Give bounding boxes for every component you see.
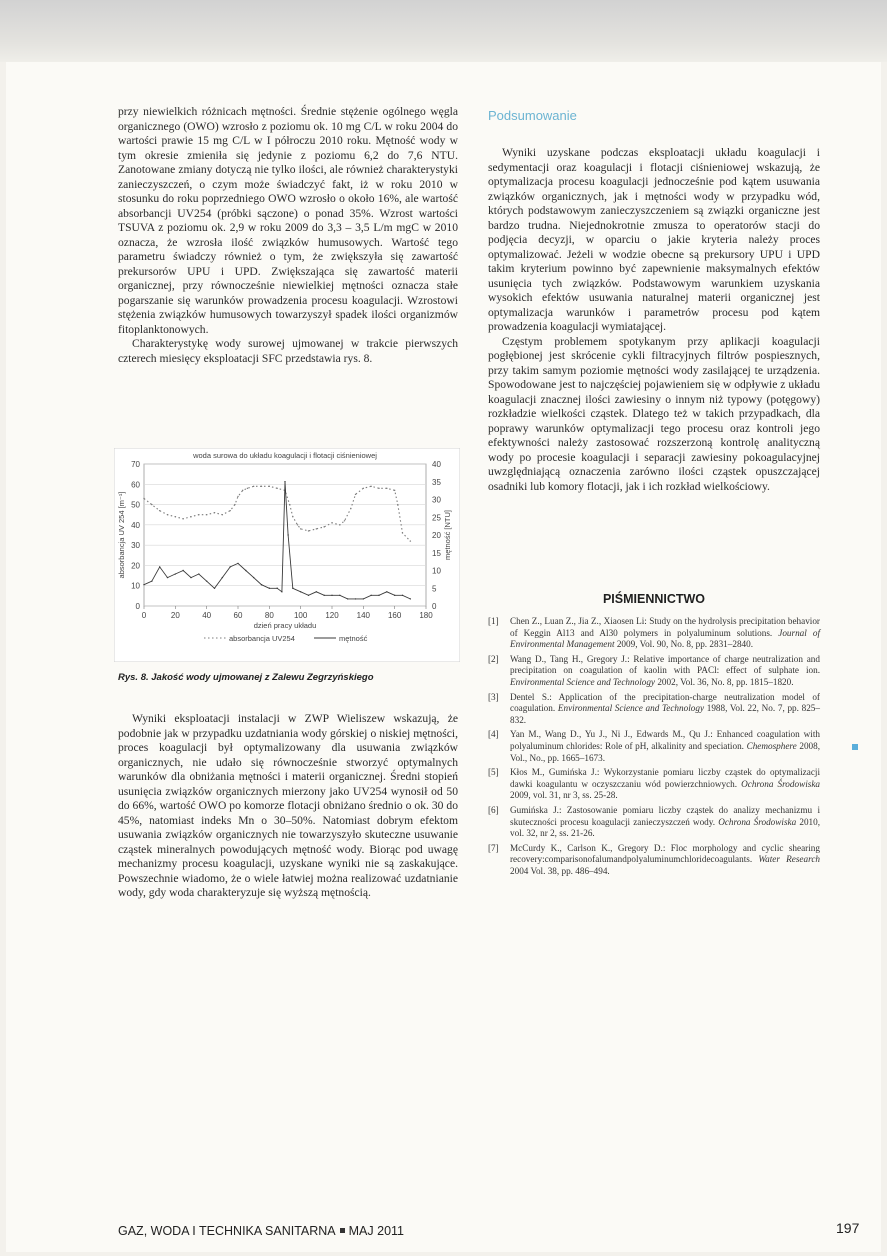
reference-authors-title: Wang D., Tang H., Gregory J.: Relative importance of charge neutralization and precipitation on coagulation of kaolin with PACl: effect of sulphate ion. bbox=[510, 653, 820, 676]
y-right-tick-label: 10 bbox=[432, 566, 441, 576]
data-point bbox=[234, 504, 235, 505]
data-point bbox=[284, 481, 285, 482]
data-point bbox=[300, 528, 301, 529]
y-right-axis-label: mętność [NTU] bbox=[443, 509, 452, 561]
left-paragraph-3: Wyniki eksploatacji instalacji w ZWP Wieliszew wskazują, że podobnie jak w przypadku uzdatniania wody górskiej o niskiej mętności, proces koagulacji był optymalizowany dla usuwania związków organicznych, nie udało się równocześnie stworzyć optymalnych warunków dla obniżania mętności i materii organicznej. Średni stopień usunięcia związków organicznych mierzony jako UV254 wynosił od 50 do 66%, wartość OWO po komorze flotacji obniżano średnio o ok. 30 do 45%, natomiast indeks Mn o 30–50%. Natomiast dobrym efektom usuwania związków organicznych nie towarzyszyło skuteczne usuwanie cząstek mineralnych powodujących mętność wody. Biorąc pod uwagę mechanizmy procesu koagulacji, uzyskane wyniki nie są zaskakujące. Powszechnie wiadomo, że o wiele łatwiej można realizować uzdatnianie wody, gdy woda charakteryzuje się wyższą mętnością. bbox=[118, 712, 458, 899]
bullet-icon bbox=[340, 1228, 345, 1233]
data-point bbox=[182, 570, 183, 571]
reference-source: Chemosphere bbox=[746, 740, 797, 751]
x-tick-label: 40 bbox=[202, 611, 212, 620]
reference-authors-title: Gumińska J.: Zastosowanie pomiaru liczby cząstek do analizy mechanizmu i skuteczności procesu koagulacji zanieczyszczeń wody. bbox=[510, 804, 820, 827]
data-point bbox=[300, 591, 301, 592]
data-point bbox=[410, 598, 411, 599]
x-tick-label: 140 bbox=[356, 611, 371, 620]
data-point bbox=[394, 595, 395, 596]
y-right-tick-label: 25 bbox=[432, 513, 441, 523]
data-point bbox=[292, 588, 293, 589]
data-point bbox=[206, 580, 207, 581]
y-left-tick-label: 30 bbox=[131, 541, 140, 551]
data-point bbox=[261, 486, 262, 487]
y-left-tick-label: 20 bbox=[131, 561, 140, 571]
data-point bbox=[242, 490, 243, 491]
data-point bbox=[378, 488, 379, 489]
reference-details: 2009, vol. 31, nr 3, ss. 25-28. bbox=[510, 790, 618, 801]
data-point bbox=[355, 598, 356, 599]
footer-journal bbox=[118, 1224, 404, 1238]
data-point bbox=[222, 577, 223, 578]
y-left-tick-label: 50 bbox=[131, 500, 140, 510]
data-point bbox=[308, 595, 309, 596]
data-point bbox=[287, 534, 288, 535]
data-point bbox=[347, 598, 348, 599]
right-paragraph-2: Częstym problemem spotykanym przy aplikacji koagulacji pogłębionej jest skrócenie cykli filtracyjnych filtrów pospiesznych, przy takim samym poziomie mętności wody zasilającej te urządzenia. Spowodowane jest to najczęściej pojawieniem się w odpływie z układu koagulacji znacznej ilości zawiesiny o innym niż typowy (potęgowy) rozkładzie wielkości cząstek. Dlatego też w takich przypadkach, dla poprawy warunków optymalizacji tego procesu oraz kontroli jego efektywności należy zastosować rozszerzoną kontrolę analityczną wody po procesie koagulacji i separacji zawiesiny pokoagulacyjnej uwzględniającą oznaczenia zarówno ilości cząstek opuszczającej osadniki lub komory flotacji, jak i ich rozkład wielkościowy. bbox=[488, 334, 820, 493]
reference-number: [4] bbox=[488, 729, 499, 740]
references-list bbox=[488, 616, 820, 880]
data-point bbox=[331, 522, 332, 523]
data-point bbox=[143, 584, 144, 585]
reference-number: [1] bbox=[488, 616, 499, 626]
data-point bbox=[370, 486, 371, 487]
data-point bbox=[167, 577, 168, 578]
data-point bbox=[363, 488, 364, 489]
reference-text bbox=[510, 692, 820, 727]
data-point bbox=[247, 488, 248, 489]
right-paragraph-1: Wyniki uzyskane podczas eksploatacji układu koagulacji i sedymentacji oraz koagulacji i flotacji ciśnieniowej wskazują, że optymalizacja procesu koagulacji jednocześnie pod kątem usuwania związków organicznych, jak i mętności wody w przypadku wód, których podstawowym zanieczyszczeniem są związki organiczne jest bardzo trudna. Niejednokrotnie zmusza to operatorów stacji do podjęcia decyzji, w oparciu o jakie kryteria należy proces optymalizować. Jeżeli w wodzie obecne są prekursory UPU i UPD takim kryterium powinno być zapewnienie maksymalnych efektów usunięcia tych związków. Podstawowym warunkiem uzyskania wysokich efektów usuwania naturalnej materii organicznej jest optymalizacja warunków i parametrów procesu pod kątem prowadzenia koagulacji wymiatającej. bbox=[488, 146, 820, 333]
reference-item bbox=[488, 616, 820, 651]
reference-text bbox=[510, 654, 820, 689]
reference-source: Ochrona Środowiska bbox=[718, 816, 797, 827]
reference-authors-title: Chen Z., Luan Z., Jia Z., Xiaosen Li: Study on the hydrolysis precipitation behavior of Keggin Al13 and Al30 polymers in polyaluminum solutions. bbox=[510, 616, 820, 638]
reference-number: [6] bbox=[488, 804, 499, 815]
data-point bbox=[276, 488, 277, 489]
chart-svg bbox=[114, 448, 460, 662]
data-point bbox=[394, 490, 395, 491]
data-point bbox=[143, 498, 144, 499]
reference-text bbox=[510, 616, 820, 651]
reference-details: 2004 Vol. 38, pp. 486–494. bbox=[510, 865, 610, 876]
y-left-tick-label: 60 bbox=[131, 480, 140, 490]
x-tick-label: 0 bbox=[141, 611, 147, 620]
left-column-bottom bbox=[118, 712, 458, 901]
data-point bbox=[339, 595, 340, 596]
reference-authors-title: Kłos M., Gumińska J.: Wykorzystanie pomiaru liczby cząstek do optymalizacji dawki koagulantu w oczyszczaniu wód powierzchniowych. bbox=[510, 767, 820, 789]
reference-source: Water Research bbox=[758, 854, 821, 865]
data-point bbox=[237, 496, 238, 497]
data-point bbox=[397, 504, 398, 505]
data-point bbox=[289, 504, 290, 505]
references-title: PIŚMIENNICTWO bbox=[602, 592, 706, 606]
data-point bbox=[363, 598, 364, 599]
y-right-tick-label: 30 bbox=[432, 495, 441, 505]
data-point bbox=[316, 591, 317, 592]
data-point bbox=[281, 591, 282, 592]
data-point bbox=[175, 573, 176, 574]
y-left-tick-label: 0 bbox=[135, 602, 140, 611]
section-title-summary: Podsumowanie bbox=[488, 108, 577, 123]
x-tick-label: 20 bbox=[170, 611, 180, 620]
y-left-tick-label: 70 bbox=[131, 460, 140, 469]
end-square-icon bbox=[852, 744, 858, 750]
data-point bbox=[245, 570, 246, 571]
x-tick-label: 60 bbox=[233, 611, 243, 620]
x-tick-label: 120 bbox=[325, 611, 339, 620]
data-point bbox=[339, 524, 340, 525]
data-point bbox=[253, 486, 254, 487]
reference-item bbox=[488, 729, 820, 764]
y-left-tick-label: 40 bbox=[131, 520, 140, 530]
data-point bbox=[370, 595, 371, 596]
reference-details: 2010, vol. 32, nr 2, ss. 21-26. bbox=[510, 816, 821, 839]
data-point bbox=[229, 566, 230, 567]
left-paragraph-2: Charakterystykę wody surowej ujmowanej w trakcie pierwszych czterech miesięcy eksploatacji SFC przedstawia rys. 8. bbox=[118, 337, 458, 365]
data-point bbox=[355, 494, 356, 495]
data-point bbox=[182, 518, 183, 519]
footer-journal-name: GAZ, WODA I TECHNIKA SANITARNA bbox=[118, 1224, 336, 1238]
data-point bbox=[198, 573, 199, 574]
data-point bbox=[292, 516, 293, 517]
right-column bbox=[488, 146, 820, 494]
reference-number: [7] bbox=[488, 842, 499, 853]
y-right-tick-label: 35 bbox=[432, 477, 441, 487]
figure-caption: Rys. 8. Jakość wody ujmowanej z Zalewu Zegrzyńskiego bbox=[118, 672, 374, 683]
reference-source: Ochrona Środowiska bbox=[741, 778, 821, 789]
data-point bbox=[308, 530, 309, 531]
reference-item bbox=[488, 805, 820, 840]
data-point bbox=[297, 524, 298, 525]
left-paragraph-1: przy niewielkich różnicach mętności. Średnie stężenie ogólnego węgla organicznego (OWO) wzrosło z poziomu ok. 10 mg C/L w roku 2004 do wartości prawie 15 mg C/L w I półroczu 2010 roku. Mętność wody w tym okresie zmieniła się jedynie z poziomu 6,2 do 7,6 NTU. Zanotowane zmiany dotyczą nie tylko ilości, ale również charakterystyki zanieczyszczeń, o czym może świadczyć fakt, iż w roku 2010 w stosunku do roku poprzedniego OWO wzrosło o około 16%, ale wartość absorbancji UV254 (próbki sączone) o ponad 35%. Wzrost wartości TSUVA z poziomu ok. 2,9 w roku 2009 do 3,3 – 3,5 L/m mgC w 2010 oznacza, że wzrosła ilość związków humusowych. Wartość tego parametru świadczy również o tym, że zwiększyła się zawartość prekursorów UPU i UPD. Zwiększająca się zawartość materii organicznej, przy równocześnie niewielkiej mętności oznacza stałe pogarszanie się warunków prowadzenia procesu koagulacji. Wzrostowi stężenia związków humusowych towarzyszył spadek ilości organizmów fitoplanktonowych. bbox=[118, 105, 458, 336]
reference-authors-title: Dentel S.: Application of the precipitation-charge neutralization model of coagulation. bbox=[510, 691, 820, 714]
footer-issue: MAJ 2011 bbox=[348, 1224, 404, 1238]
y-right-tick-label: 5 bbox=[432, 584, 437, 594]
data-point bbox=[175, 516, 176, 517]
chart-title: woda surowa do układu koagulacji i flotacji ciśnieniowej bbox=[193, 451, 377, 460]
reference-authors-title: Yan M., Wang D., Yu J., Ni J., Edwards M., Qu J.: Enhanced coagulation with polyaluminum chlorides: Role of pH, alkalinity and speciation. bbox=[510, 729, 820, 751]
data-point bbox=[323, 595, 324, 596]
reference-text bbox=[510, 805, 820, 840]
data-point bbox=[269, 486, 270, 487]
reference-number: [2] bbox=[488, 653, 499, 664]
x-axis-label: dzień pracy układu bbox=[253, 621, 317, 630]
y-left-axis-label: absorbancja UV 254 [m⁻¹] bbox=[117, 491, 126, 579]
y-right-tick-label: 20 bbox=[432, 531, 441, 540]
legend-label-uv254: absorbancja UV254 bbox=[229, 634, 295, 643]
page-number: 197 bbox=[836, 1220, 860, 1236]
reference-number: [5] bbox=[488, 767, 499, 778]
data-point bbox=[378, 595, 379, 596]
reference-item bbox=[488, 692, 820, 727]
data-point bbox=[222, 514, 223, 515]
legend-label-turbidity: mętność bbox=[339, 634, 368, 643]
data-point bbox=[151, 504, 152, 505]
data-point bbox=[190, 577, 191, 578]
data-point bbox=[261, 584, 262, 585]
data-point bbox=[410, 540, 411, 541]
data-point bbox=[253, 577, 254, 578]
data-point bbox=[159, 566, 160, 567]
scan-top-band bbox=[0, 0, 887, 62]
reference-item bbox=[488, 843, 820, 878]
data-point bbox=[167, 514, 168, 515]
reference-item bbox=[488, 654, 820, 689]
data-point bbox=[344, 520, 345, 521]
data-point bbox=[386, 591, 387, 592]
reference-details: 2008, Vol., No., pp. 1665–1673. bbox=[510, 740, 821, 763]
data-point bbox=[214, 588, 215, 589]
reference-text bbox=[510, 767, 820, 802]
x-tick-label: 80 bbox=[264, 611, 274, 620]
data-point bbox=[402, 595, 403, 596]
x-tick-label: 160 bbox=[387, 611, 402, 620]
data-point bbox=[237, 563, 238, 564]
reference-source: Environmental Science and Technology bbox=[510, 676, 656, 687]
figure-chart bbox=[114, 448, 460, 662]
x-tick-label: 100 bbox=[293, 611, 308, 620]
left-column-top bbox=[118, 105, 458, 366]
reference-details: 2002, Vol. 36, No. 8, pp. 1815–1820. bbox=[657, 676, 794, 687]
data-point bbox=[316, 528, 317, 529]
y-left-tick-label: 10 bbox=[131, 581, 140, 591]
data-point bbox=[276, 588, 277, 589]
data-point bbox=[198, 514, 199, 515]
y-right-tick-label: 0 bbox=[432, 602, 437, 611]
data-point bbox=[190, 516, 191, 517]
y-right-tick-label: 40 bbox=[432, 460, 441, 469]
data-point bbox=[386, 488, 387, 489]
reference-details: 1988, Vol. 22, No. 7, pp. 825–832. bbox=[510, 703, 820, 725]
data-point bbox=[331, 595, 332, 596]
reference-text bbox=[510, 729, 820, 764]
reference-source: Environmental Science and Technology bbox=[557, 703, 705, 714]
reference-source: Journal of Environmental Management bbox=[510, 627, 820, 650]
data-point bbox=[206, 514, 207, 515]
data-point bbox=[151, 580, 152, 581]
reference-text bbox=[510, 843, 820, 878]
x-tick-label: 180 bbox=[419, 611, 433, 620]
reference-authors-title: McCurdy K., Carlson K., Gregory D.: Floc morphology and cyclic shearing recovery:comparisonofalumandpolyaluminumchloridecoagulants. bbox=[510, 842, 820, 865]
data-point bbox=[402, 532, 403, 533]
reference-item bbox=[488, 767, 820, 802]
data-point bbox=[229, 510, 230, 511]
reference-details: 2009, Vol. 90, No. 8, pp. 2831–2840. bbox=[616, 639, 754, 650]
data-point bbox=[350, 508, 351, 509]
y-right-tick-label: 15 bbox=[432, 548, 441, 558]
data-point bbox=[323, 526, 324, 527]
data-point bbox=[269, 588, 270, 589]
reference-number: [3] bbox=[488, 691, 499, 702]
data-point bbox=[214, 512, 215, 513]
data-point bbox=[159, 510, 160, 511]
